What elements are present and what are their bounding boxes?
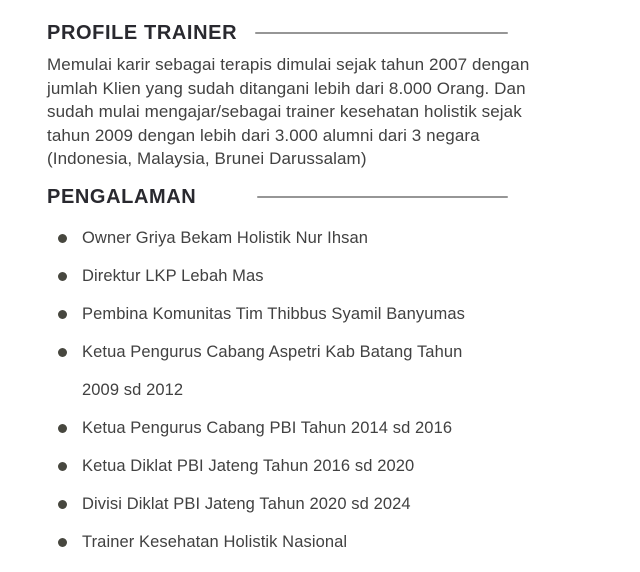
experience-item-line: 2009 sd 2012 — [82, 381, 184, 399]
experience-item — [47, 333, 595, 409]
experience-item-text — [82, 447, 595, 485]
experience-section-title: PENGALAMAN — [47, 186, 197, 208]
experience-item-text — [82, 219, 595, 257]
experience-item-line: Owner Griya Bekam Holistik Nur Ihsan — [82, 229, 369, 247]
experience-item-text — [82, 485, 595, 523]
experience-item — [47, 257, 595, 295]
bullet-icon — [58, 424, 67, 433]
bullet-icon — [58, 538, 67, 547]
experience-item — [47, 219, 595, 257]
experience-item-text — [82, 257, 595, 295]
experience-item-line: Ketua Diklat PBI Jateng Tahun 2016 sd 2020 — [82, 457, 415, 475]
bullet-icon — [58, 500, 67, 509]
profile-description-line: (Indonesia, Malaysia, Brunei Darussalam) — [47, 149, 367, 168]
experience-item — [47, 523, 595, 561]
experience-item-text — [82, 295, 595, 333]
profile-description-line: sudah mulai mengajar/sebagai trainer kesehatan holistik sejak — [47, 102, 522, 121]
experience-item-line: Ketua Pengurus Cabang Aspetri Kab Batang Tahun — [82, 343, 463, 361]
profile-description-line: tahun 2009 dengan lebih dari 3.000 alumni dari 3 negara — [47, 125, 480, 145]
bullet-icon — [58, 462, 67, 471]
experience-item-line: Divisi Diklat PBI Jateng Tahun 2020 sd 2024 — [82, 495, 411, 513]
experience-item-text — [82, 333, 595, 409]
experience-list — [47, 219, 595, 561]
bullet-icon — [58, 310, 67, 319]
experience-item-line: Ketua Pengurus Cabang PBI Tahun 2014 sd 2016 — [82, 419, 453, 437]
bullet-icon — [58, 234, 67, 243]
experience-item — [47, 447, 595, 485]
experience-item — [47, 485, 595, 523]
experience-item-line: Trainer Kesehatan Holistik Nasional — [82, 533, 348, 551]
experience-item-text — [82, 409, 595, 447]
experience-item-line: Pembina Komunitas Tim Thibbus Syamil Banyumas — [82, 305, 465, 323]
bullet-icon — [58, 348, 67, 357]
experience-item — [47, 295, 595, 333]
experience-item — [47, 409, 595, 447]
experience-section-divider — [257, 196, 508, 198]
bullet-icon — [58, 272, 67, 281]
experience-item-line: Direktur LKP Lebah Mas — [82, 267, 264, 285]
profile-description-line: Memulai karir sebagai terapis dimulai sejak tahun 2007 dengan — [47, 55, 530, 74]
profile-description-line: jumlah Klien yang sudah ditangani lebih dari 8.000 Orang. Dan — [47, 78, 526, 98]
profile-section-title: PROFILE TRAINER — [47, 22, 238, 44]
profile-section-divider — [255, 32, 508, 34]
experience-item-text — [82, 523, 595, 561]
profile-description — [47, 53, 595, 171]
